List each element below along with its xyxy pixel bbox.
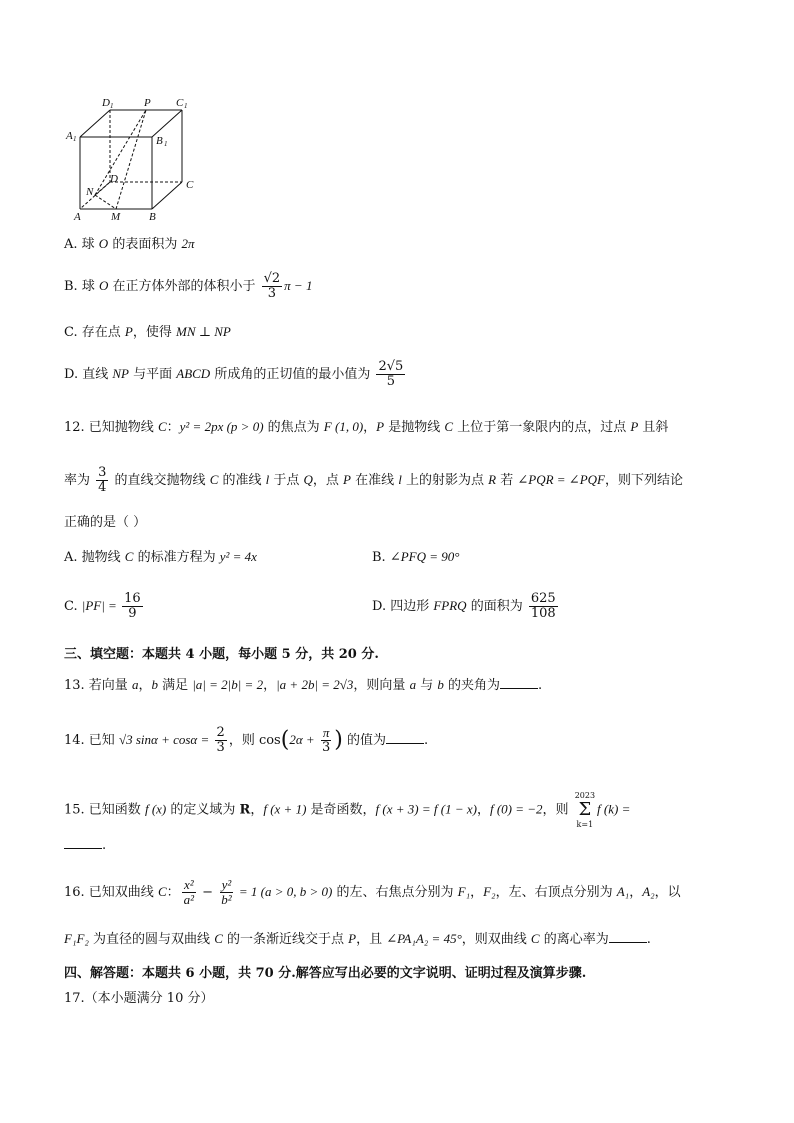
q13-answer-blank[interactable] xyxy=(500,676,538,689)
label-D1-sub: 1 xyxy=(110,102,114,110)
label-B1-sub: 1 xyxy=(164,140,168,148)
label-A1: A xyxy=(66,130,73,142)
q12-option-b: B. ∠PFQ = 90° xyxy=(372,549,460,565)
q16-line-1: 16. 已知双曲线 C： $\frac{\text{x²}}{\text{a²}}$ − $\frac{\text{y²}}{\text{b²}}$ = 1 (a > 0, b > 0) 的左、右焦点分别为 F₁，F₂，左、右顶点分别为 A₁，A₂，以 xyxy=(64,877,681,907)
label-C1: C xyxy=(176,97,184,109)
q15: 15. 已知函数 f (x) 的定义域为 R，f (x + 1) 是奇函数，f (x + 3) = f (1 − x)，f (0) = −2，则 2023 Σ k=1 f (k) = xyxy=(64,791,631,829)
q12-line-3: 正确的是（ ） xyxy=(64,515,147,530)
q16-line-2: F₁F₂ 为直径的圆与双曲线 C 的一条渐近线交于点 P，且 ∠PA₁A₂ = 45°，则双曲线 C 的离心率为 . xyxy=(64,931,651,947)
q14: 14. 已知 √3 sinα + cosα = $\frac{2}{3}$ ，则 cos(2α + $\frac{\pi}{3}$ ) 的值为 . xyxy=(64,725,429,755)
label-C1-sub: 1 xyxy=(184,102,188,110)
q12-line-2: 率为 $\frac{3}{4}$ 的直线交抛物线 C 的准线 l 于点 Q，点 P 在准线 l 上的射影为点 R 若 ∠PQR = ∠PQF，则下列结论 xyxy=(64,465,683,495)
label-B: B xyxy=(149,211,156,223)
label-M: M xyxy=(111,211,121,223)
q11-option-a: A. 球 O 的表面积为 2π xyxy=(64,236,195,252)
label-P: P xyxy=(144,97,151,109)
section-4-heading: 四、解答题：本题共 6 小题，共 70 分.解答应写出必要的文字说明、证明过程及演算步骤. xyxy=(64,966,587,981)
label-A1-sub: 1 xyxy=(73,135,77,143)
label-D1: D xyxy=(102,97,110,109)
q11-option-d: D. 直线 NP 与平面 ABCD 所成角的正切值的最小值为 $\frac{2√5}{5}$ xyxy=(64,359,404,389)
q12-option-a: A. 抛物线 C 的标准方程为 y² = 4x xyxy=(64,549,257,565)
q12-option-c: C. |PF| = $\frac{16}{9}$ xyxy=(64,591,141,621)
q11-option-c: C. 存在点 P，使得 MN ⊥ NP xyxy=(64,324,231,340)
q17-heading: 17.（本小题满分 10 分） xyxy=(64,991,214,1006)
q11-option-b: B. 球 O 在正方体外部的体积小于 $\frac{√2}{3}$ π − 1 xyxy=(64,271,313,301)
q15-answer-blank[interactable] xyxy=(64,836,102,849)
q15-answer-line: . xyxy=(64,836,106,856)
cube-figure xyxy=(58,92,208,224)
label-N: N xyxy=(86,186,94,198)
q14-answer-blank[interactable] xyxy=(386,731,424,744)
q12-option-d: D. 四边形 FPRQ 的面积为 $\frac{625}{108}$ xyxy=(372,591,556,621)
section-3-heading: 三、填空题：本题共 4 小题，每小题 5 分，共 20 分. xyxy=(64,647,379,662)
label-A: A xyxy=(74,211,81,223)
q13: 13. 若向量 a，b 满足 |a| = 2|b| = 2，|a + 2b| = 2√3，则向量 a 与 b 的夹角为 . xyxy=(64,677,543,693)
q16-answer-blank[interactable] xyxy=(609,930,647,943)
q12-line-1: 12. 已知抛物线 C：y² = 2px (p > 0) 的焦点为 F (1, 0)，P 是抛物线 C 上位于第一象限内的点，过点 P 且斜 xyxy=(64,419,669,435)
label-D: D xyxy=(110,173,118,185)
label-B1: B xyxy=(156,135,163,147)
label-C: C xyxy=(186,179,194,191)
